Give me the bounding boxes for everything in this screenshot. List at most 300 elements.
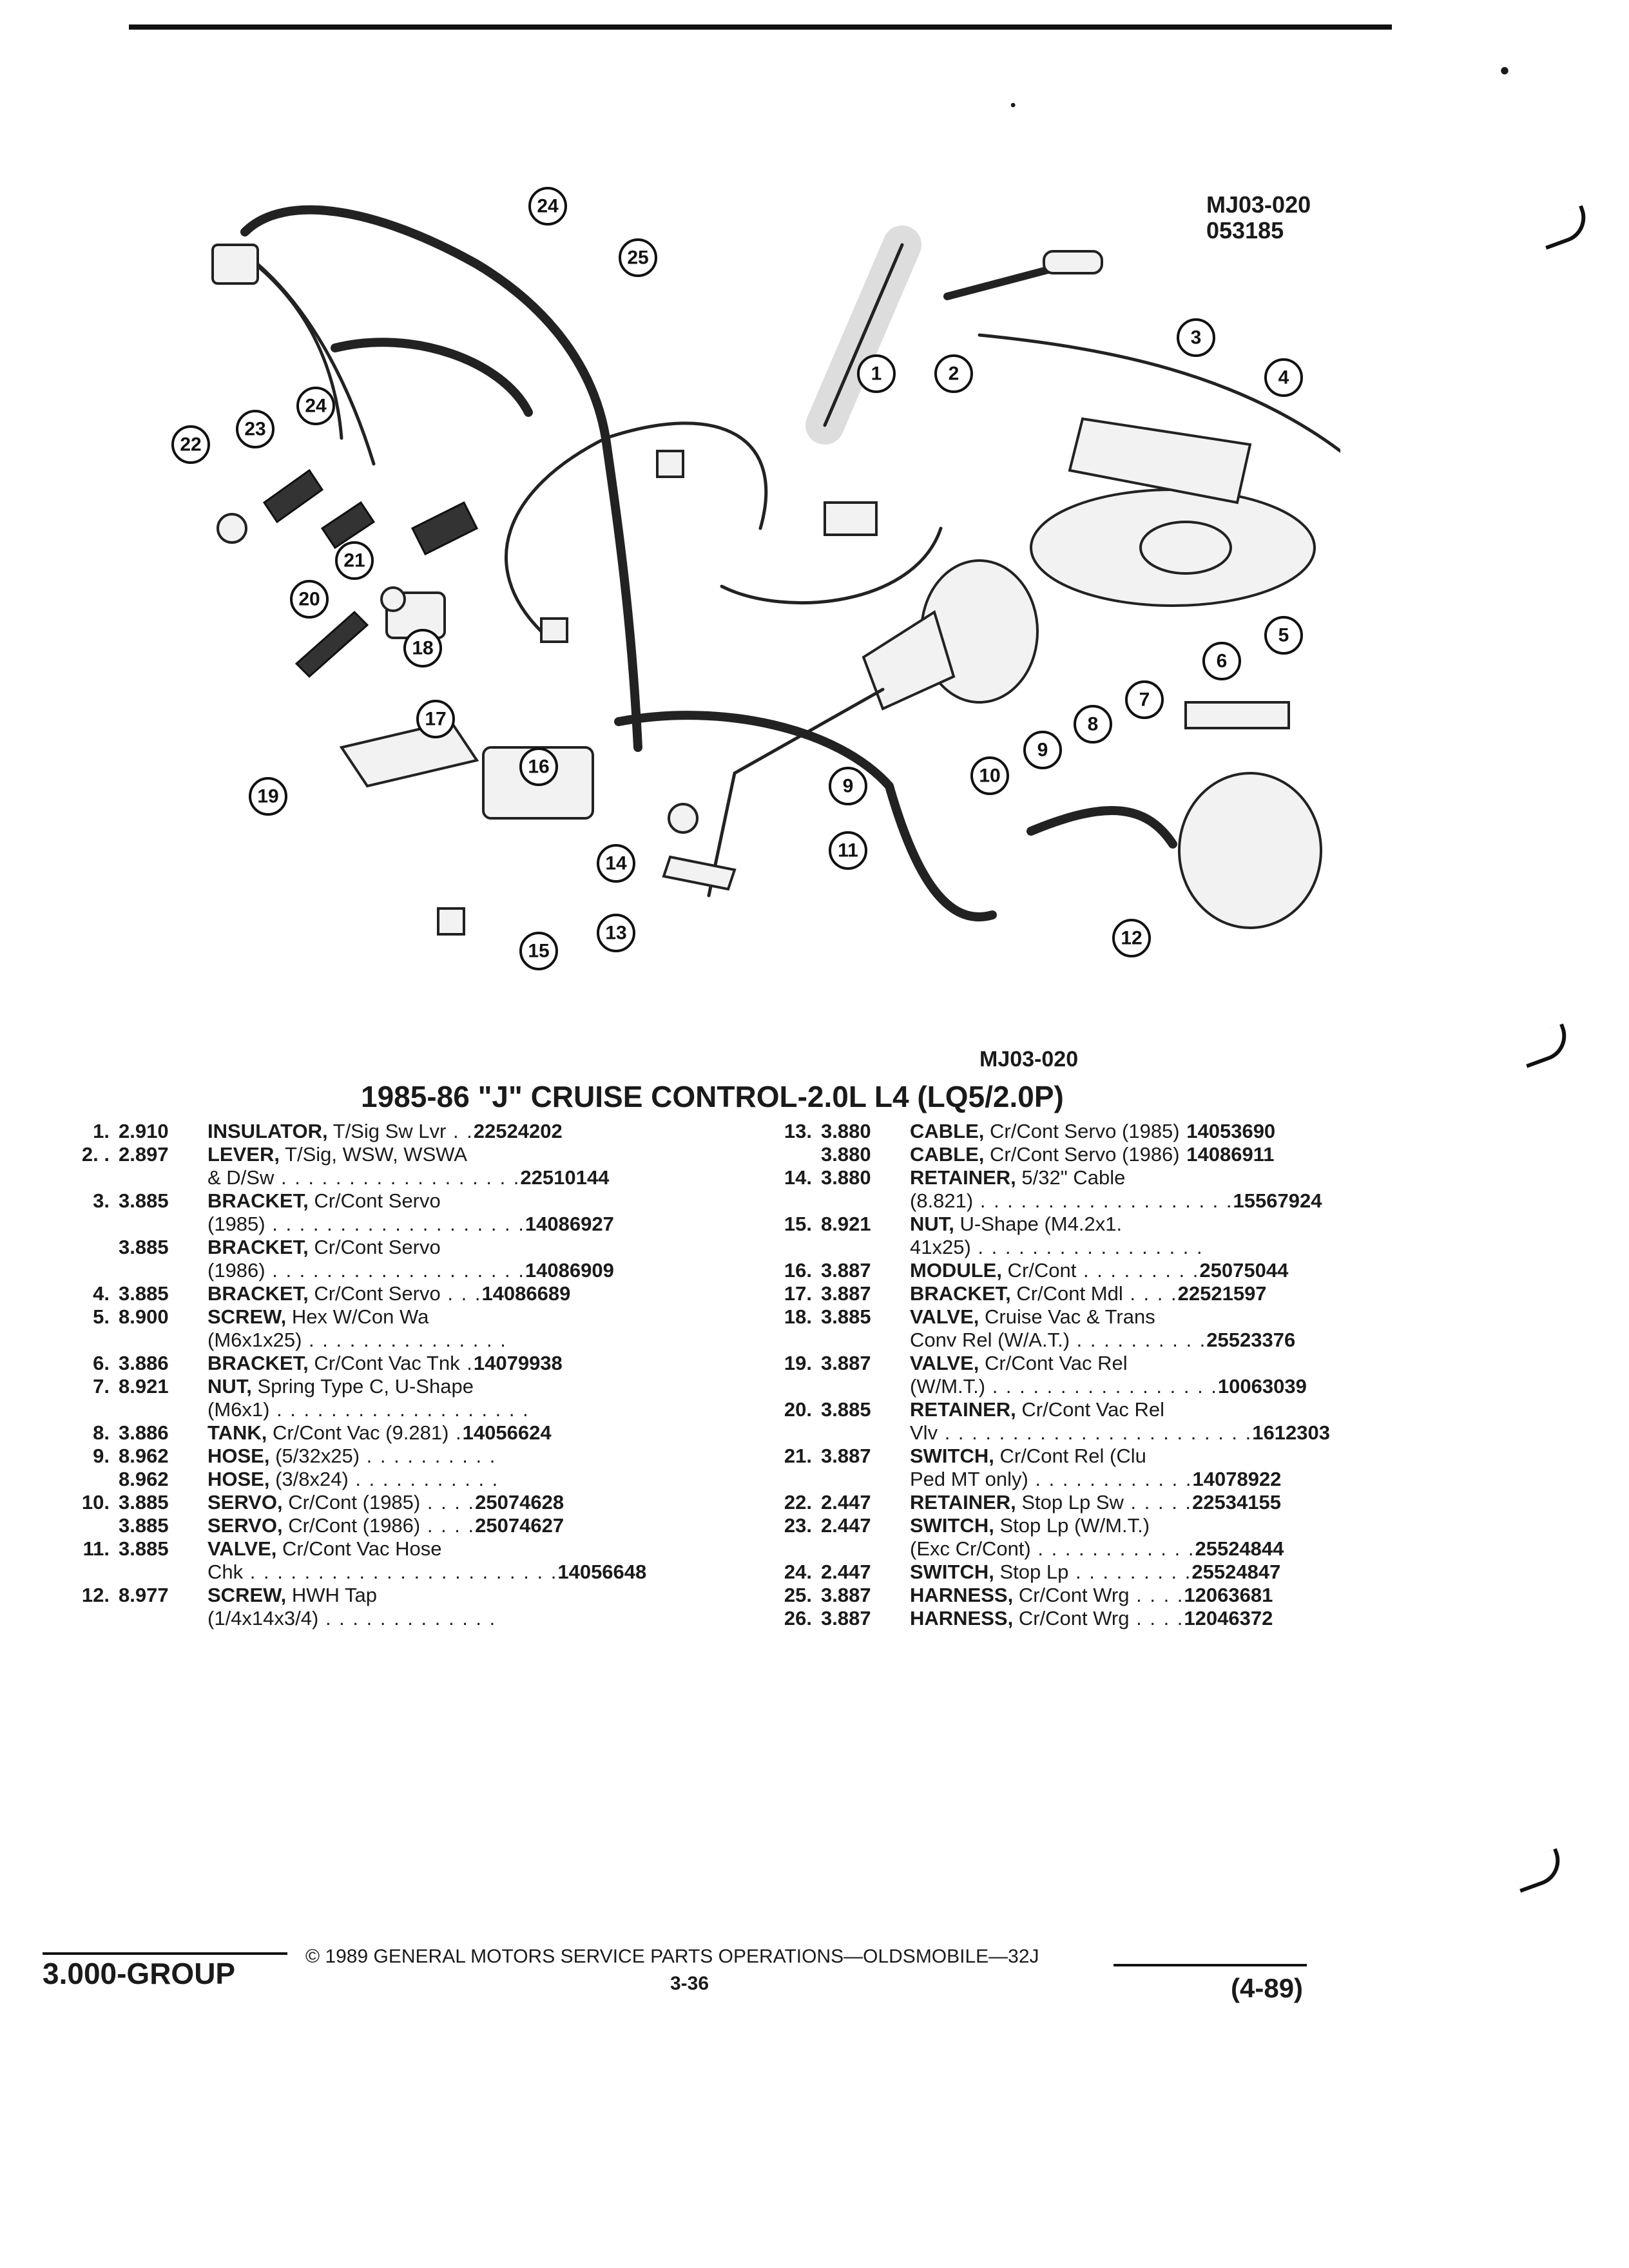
svg-text:16: 16 <box>528 756 550 778</box>
item-number <box>39 1213 119 1236</box>
part-detail: 41x25) <box>910 1236 971 1258</box>
part-description <box>910 1213 1450 1236</box>
part-description <box>207 1421 715 1445</box>
callout-19 <box>250 778 286 814</box>
margin-tick <box>1510 1848 1566 1892</box>
part-description <box>207 1120 715 1143</box>
group-code: 3.886 <box>119 1352 169 1374</box>
part-description <box>910 1445 1450 1468</box>
callout-2 <box>936 356 972 392</box>
group-code <box>119 1561 207 1584</box>
part-name: BRACKET, <box>207 1189 309 1212</box>
harness-branch <box>722 528 941 603</box>
group-code <box>119 1329 207 1352</box>
group-code <box>821 1189 910 1213</box>
dot-leader: . . . . . <box>1123 1491 1193 1514</box>
part-name: VALVE, <box>910 1305 979 1328</box>
part-description <box>207 1189 715 1213</box>
parts-row <box>39 1421 715 1445</box>
parts-row <box>741 1189 1450 1213</box>
svg-text:9: 9 <box>1037 739 1048 761</box>
part-number: 25075044 <box>1199 1259 1289 1282</box>
part-number: 25074628 <box>475 1491 564 1514</box>
footer-rule <box>43 1952 287 1955</box>
item-number: 5. <box>93 1305 110 1328</box>
parts-row <box>741 1236 1450 1259</box>
part-detail: Cr/Cont Servo (1985) <box>984 1120 1180 1142</box>
part-description <box>910 1166 1450 1189</box>
part-description <box>910 1305 1450 1329</box>
callout-21 <box>336 543 372 579</box>
item-number: 4. <box>93 1282 110 1305</box>
parts-row <box>741 1491 1450 1514</box>
part-detail: Cr/Cont Mdl <box>1010 1282 1123 1305</box>
part-number: 1612303 <box>1252 1421 1330 1444</box>
item-number: 12. <box>81 1584 110 1606</box>
svg-text:3: 3 <box>1190 327 1202 349</box>
part-name: RETAINER, <box>910 1491 1016 1514</box>
svg-text:11: 11 <box>838 840 858 861</box>
part-description <box>910 1491 1450 1514</box>
part-name: NUT, <box>207 1375 252 1398</box>
part-number: 10063039 <box>1217 1375 1307 1398</box>
margin-tick <box>1517 1023 1573 1068</box>
part-description <box>910 1120 1450 1143</box>
part-number: 22534155 <box>1192 1491 1281 1514</box>
dot-leader: . . . . . . . . . . . <box>348 1468 499 1490</box>
group-code <box>119 1398 207 1421</box>
svg-text:17: 17 <box>425 708 447 730</box>
parts-row <box>741 1305 1450 1329</box>
group-code <box>119 1607 207 1630</box>
svg-text:1: 1 <box>871 363 882 385</box>
part-name: HARNESS, <box>910 1607 1014 1629</box>
parts-row <box>39 1236 715 1259</box>
group-code: 3.887 <box>821 1259 871 1282</box>
svg-text:24: 24 <box>305 395 327 417</box>
parts-row <box>741 1166 1450 1189</box>
part-number: 14086909 <box>525 1259 614 1282</box>
group-code: 8.900 <box>119 1305 169 1328</box>
callout-3 <box>1178 320 1214 356</box>
callout-26 <box>620 240 656 276</box>
part-detail: 5/32" Cable <box>1016 1166 1126 1189</box>
part-number: 22521597 <box>1177 1282 1267 1305</box>
item-number: 15. <box>784 1213 812 1235</box>
part-description <box>910 1607 1450 1630</box>
callout-9a <box>1025 732 1061 768</box>
group-code: 3.887 <box>821 1607 871 1629</box>
revision-date: (4-89) <box>1231 1973 1304 2003</box>
item-number: 2. . <box>81 1143 110 1166</box>
part-description <box>207 1213 715 1236</box>
part-number: 14053690 <box>1186 1120 1276 1142</box>
group-code: 3.885 <box>119 1236 169 1258</box>
svg-text:10: 10 <box>979 765 1001 787</box>
part-detail: (W/M.T.) <box>910 1375 986 1398</box>
parts-row <box>741 1213 1450 1236</box>
parts-row <box>741 1143 1450 1166</box>
item-number: 13. <box>784 1120 812 1142</box>
group-code: 3.885 <box>821 1305 871 1328</box>
item-number: 21. <box>784 1445 812 1467</box>
parts-row <box>741 1468 1450 1491</box>
group-label: 3.000-GROUP <box>43 1957 236 1990</box>
dot-leader: . . . <box>440 1282 482 1305</box>
part-detail: Stop Lp <box>994 1561 1069 1583</box>
vacuum-tank <box>1179 773 1321 928</box>
part-detail: (M6x1x25) <box>207 1329 302 1351</box>
copyright-line: © 1989 GENERAL MOTORS SERVICE PARTS OPERATIONS—OLDSMOBILE—32J <box>305 1946 1039 1967</box>
parts-row <box>39 1166 715 1189</box>
part-number: 14056624 <box>462 1421 552 1444</box>
dot-leader: . . . . . . . . . . . . . <box>318 1607 497 1629</box>
part-name: RETAINER, <box>910 1398 1016 1421</box>
item-number <box>741 1329 821 1352</box>
group-code <box>821 1421 910 1445</box>
part-detail: Cr/Cont Servo <box>308 1282 441 1305</box>
item-number <box>39 1166 119 1189</box>
dot-leader: . . . . . . . . . . . . . . . . . . . <box>973 1189 1233 1212</box>
part-number: 22524202 <box>473 1120 563 1142</box>
item-number <box>741 1189 821 1213</box>
parts-list-right <box>741 1120 1450 1630</box>
part-detail: Cr/Cont Vac Rel <box>979 1352 1128 1374</box>
svg-text:8: 8 <box>1087 713 1099 735</box>
part-detail: Cr/Cont Wrg <box>1013 1607 1130 1629</box>
group-code: 3.880 <box>821 1120 871 1142</box>
part-description <box>910 1236 1450 1259</box>
parts-row <box>39 1491 715 1514</box>
part-detail: Cr/Cont Vac Rel <box>1016 1398 1165 1421</box>
dot-leader <box>1180 1143 1187 1166</box>
valve-retainer <box>381 588 405 611</box>
part-name: SERVO, <box>207 1491 283 1514</box>
group-code <box>119 1213 207 1236</box>
callout-10 <box>972 758 1008 794</box>
group-code: 3.887 <box>821 1584 871 1606</box>
item-number: 10. <box>81 1491 110 1514</box>
part-detail: Spring Type C, U-Shape <box>251 1375 474 1398</box>
part-number: 14078922 <box>1192 1468 1282 1490</box>
item-number: 24. <box>784 1561 812 1583</box>
svg-text:14: 14 <box>605 852 627 874</box>
svg-text:2: 2 <box>948 363 959 385</box>
parts-row <box>741 1607 1450 1630</box>
switch-retainer <box>218 514 246 543</box>
svg-text:9: 9 <box>842 775 854 797</box>
steering-column-edge <box>825 245 902 425</box>
part-detail: Cr/Cont Servo <box>308 1189 441 1212</box>
callout-20 <box>291 581 327 617</box>
group-code: 3.885 <box>119 1514 169 1537</box>
part-detail: (3/8x24) <box>269 1468 349 1490</box>
callout-1 <box>858 356 894 392</box>
part-description <box>207 1514 715 1537</box>
part-detail: Cr/Cont Rel (Clu <box>994 1445 1146 1467</box>
part-description <box>910 1282 1450 1305</box>
part-name: HARNESS, <box>910 1584 1014 1606</box>
dot-leader: . . <box>446 1120 474 1142</box>
part-detail: U-Shape (M4.2x1. <box>954 1213 1123 1235</box>
group-code: 3.885 <box>821 1398 871 1421</box>
parts-row <box>39 1329 715 1352</box>
part-description <box>910 1398 1450 1421</box>
svg-text:25: 25 <box>627 247 649 269</box>
dot-leader: . . . . . . . . . . . . . . . . . . . <box>265 1259 525 1282</box>
group-code: 2.447 <box>821 1514 871 1537</box>
callout-7 <box>1126 682 1162 718</box>
part-description <box>207 1236 715 1259</box>
part-name: CABLE, <box>910 1120 985 1142</box>
page-number: 3-36 <box>670 1973 709 1994</box>
part-description <box>207 1398 715 1421</box>
dot-leader: . <box>448 1421 463 1444</box>
stop-lamp-switch <box>264 470 322 522</box>
part-description <box>910 1537 1450 1561</box>
part-detail: Cr/Cont Vac Tnk <box>308 1352 460 1374</box>
group-code: 3.887 <box>821 1352 871 1374</box>
group-code: 2.897 <box>119 1143 169 1166</box>
part-description <box>207 1143 715 1166</box>
callout-17 <box>418 701 454 737</box>
parts-row <box>39 1561 715 1584</box>
callout-18 <box>405 630 441 666</box>
part-number: 15567924 <box>1233 1189 1322 1212</box>
svg-text:18: 18 <box>412 637 434 659</box>
figure-caption: MJ03-020 <box>979 1047 1079 1072</box>
group-code: 8.921 <box>821 1213 871 1235</box>
item-number <box>39 1468 119 1491</box>
dot-leader: . . . . <box>1123 1282 1178 1305</box>
callout-11 <box>830 832 866 869</box>
dot-leader <box>1180 1120 1187 1142</box>
part-name: SERVO, <box>207 1514 283 1537</box>
svg-text:15: 15 <box>528 940 550 962</box>
group-code: 2.447 <box>821 1491 871 1514</box>
part-description <box>207 1468 715 1491</box>
part-description <box>910 1375 1450 1398</box>
top-rule <box>129 24 1392 30</box>
item-number: 16. <box>784 1259 812 1282</box>
svg-text:21: 21 <box>343 550 365 572</box>
cable-end <box>664 857 735 889</box>
part-number: 12063681 <box>1184 1584 1273 1606</box>
part-detail: Cr/Cont Vac (9.281) <box>267 1421 449 1444</box>
part-description <box>207 1329 715 1352</box>
part-detail: Chk <box>207 1561 244 1583</box>
item-number: 26. <box>784 1607 812 1629</box>
part-name: VALVE, <box>207 1537 277 1560</box>
part-name: MODULE, <box>910 1259 1002 1282</box>
group-code: 8.977 <box>119 1584 169 1606</box>
module-bracket <box>342 722 477 786</box>
svg-text:19: 19 <box>257 785 279 807</box>
diagram-svg <box>142 168 1340 979</box>
svg-text:24: 24 <box>537 195 559 217</box>
svg-text:20: 20 <box>298 588 320 610</box>
parts-row <box>39 1352 715 1375</box>
part-description <box>207 1166 715 1189</box>
item-number: 19. <box>784 1352 812 1374</box>
group-code: 8.962 <box>119 1468 169 1490</box>
item-number <box>39 1236 119 1259</box>
part-description <box>910 1584 1450 1607</box>
callout-15 <box>521 933 557 969</box>
item-number <box>741 1537 821 1561</box>
item-number: 14. <box>784 1166 812 1189</box>
parts-row <box>741 1352 1450 1375</box>
part-number: 14079938 <box>473 1352 563 1374</box>
parts-row <box>741 1514 1450 1537</box>
parts-row <box>39 1537 715 1561</box>
clutch-release-switch <box>412 503 477 554</box>
callout-4 <box>1266 360 1302 396</box>
part-name: RETAINER, <box>910 1166 1016 1189</box>
callout-12 <box>1113 920 1150 956</box>
part-detail: Stop Lp Sw <box>1016 1491 1124 1514</box>
part-name: LEVER, <box>207 1143 280 1166</box>
parts-row <box>39 1468 715 1491</box>
parts-row <box>741 1259 1450 1282</box>
group-code: 3.887 <box>821 1282 871 1305</box>
parts-row <box>39 1584 715 1607</box>
stop-lamp-switch <box>322 503 374 548</box>
part-detail: Cr/Cont Vac Hose <box>276 1537 442 1560</box>
group-code <box>821 1375 910 1398</box>
dot-leader: . . . . . . . . . . . . . . . . . . . . . . . <box>243 1561 558 1583</box>
callout-9b <box>830 768 866 804</box>
item-number <box>39 1607 119 1630</box>
item-number: 7. <box>93 1375 110 1398</box>
part-detail: Cr/Cont (1986) <box>282 1514 421 1537</box>
item-number: 6. <box>93 1352 110 1374</box>
group-code <box>821 1537 910 1561</box>
svg-text:7: 7 <box>1139 689 1150 711</box>
dot-leader: . . . . . . . . . . <box>1070 1329 1207 1351</box>
dot-leader: . . . . . . . . . . . . . . . . . . . . . . . <box>938 1421 1253 1444</box>
parts-row <box>741 1584 1450 1607</box>
group-code: 8.962 <box>119 1445 169 1467</box>
dot-leader: . . . . . . . . . . . . . . . . . <box>985 1375 1218 1398</box>
part-description <box>207 1259 715 1282</box>
valve-stem <box>296 612 367 677</box>
part-detail: (1/4x14x3/4) <box>207 1607 319 1629</box>
part-detail: Conv Rel (W/A.T.) <box>910 1329 1070 1351</box>
part-detail: Hex W/Con Wa <box>286 1305 429 1328</box>
harness-branch <box>506 438 606 631</box>
parts-row <box>741 1445 1450 1468</box>
part-name: SWITCH, <box>910 1514 994 1537</box>
figure-number: MJ03-020 <box>1206 191 1311 218</box>
parts-row <box>741 1282 1450 1305</box>
part-detail: Cruise Vac & Trans <box>979 1305 1155 1328</box>
parts-row <box>741 1398 1450 1421</box>
svg-text:6: 6 <box>1216 650 1228 672</box>
group-code: 2.447 <box>821 1561 871 1583</box>
harness-connector <box>825 503 876 535</box>
group-code: 3.885 <box>119 1189 169 1212</box>
item-number <box>741 1375 821 1398</box>
part-description <box>910 1259 1450 1282</box>
dot-leader: . . . . <box>1129 1607 1184 1629</box>
callout-13 <box>598 915 634 951</box>
part-detail: (Exc Cr/Cont) <box>910 1537 1031 1560</box>
item-number: 17. <box>784 1282 812 1305</box>
part-name: HOSE, <box>207 1468 270 1490</box>
group-code: 3.885 <box>119 1282 169 1305</box>
harness-connector <box>213 245 258 284</box>
callout-6 <box>1204 643 1240 679</box>
group-code: 3.880 <box>821 1166 871 1189</box>
parts-row <box>39 1282 715 1305</box>
part-number: 14086689 <box>481 1282 571 1305</box>
group-code: 3.885 <box>119 1491 169 1514</box>
callout-14 <box>598 845 634 881</box>
part-detail: Stop Lp (W/M.T.) <box>994 1514 1150 1537</box>
svg-text:12: 12 <box>1121 927 1142 949</box>
dot-leader: . . . . <box>420 1514 476 1537</box>
part-detail: (8.821) <box>910 1189 974 1212</box>
part-detail: Vlv <box>910 1421 938 1444</box>
part-description <box>910 1189 1450 1213</box>
part-name: SWITCH, <box>910 1445 994 1467</box>
parts-row <box>39 1445 715 1468</box>
part-name: BRACKET, <box>207 1236 309 1258</box>
group-code: 2.910 <box>119 1120 169 1142</box>
parts-row <box>39 1305 715 1329</box>
part-name: BRACKET, <box>207 1352 309 1374</box>
part-detail: & D/Sw <box>207 1166 275 1189</box>
svg-text:22: 22 <box>180 434 202 456</box>
part-name: SWITCH, <box>910 1561 994 1583</box>
part-name: HOSE, <box>207 1445 270 1467</box>
parts-row <box>741 1329 1450 1352</box>
parts-row <box>741 1561 1450 1584</box>
part-name: TANK, <box>207 1421 267 1444</box>
part-detail: T/Sig, WSW, WSWA <box>279 1143 468 1166</box>
item-number: 1. <box>93 1120 110 1142</box>
dot-leader: . . . . . . . . . . <box>360 1445 497 1467</box>
part-name: INSULATOR, <box>207 1120 328 1142</box>
callout-16 <box>521 749 557 785</box>
group-code: 3.885 <box>119 1537 169 1560</box>
part-number: 25074627 <box>475 1514 564 1537</box>
item-number <box>39 1259 119 1282</box>
part-detail: Cr/Cont (1985) <box>282 1491 421 1514</box>
item-number <box>741 1236 821 1259</box>
callout-8 <box>1075 706 1111 742</box>
part-number: 12046372 <box>1184 1607 1273 1629</box>
item-number <box>39 1398 119 1421</box>
dot-leader: . . . . <box>1129 1584 1184 1606</box>
item-number <box>39 1561 119 1584</box>
group-code <box>821 1329 910 1352</box>
dot-leader: . . . . . . . . . . . . . . . <box>302 1329 507 1351</box>
part-description <box>207 1352 715 1375</box>
part-description <box>207 1561 715 1584</box>
punch-mark: • <box>1500 57 1510 85</box>
part-name: NUT, <box>910 1213 954 1235</box>
group-code: 8.921 <box>119 1375 169 1398</box>
part-name: BRACKET, <box>207 1282 309 1305</box>
callout-22 <box>173 427 209 463</box>
part-name: BRACKET, <box>910 1282 1011 1305</box>
harness-branch <box>606 423 766 528</box>
part-description <box>910 1514 1450 1537</box>
strut-mount <box>1141 522 1231 573</box>
part-description <box>910 1421 1450 1445</box>
